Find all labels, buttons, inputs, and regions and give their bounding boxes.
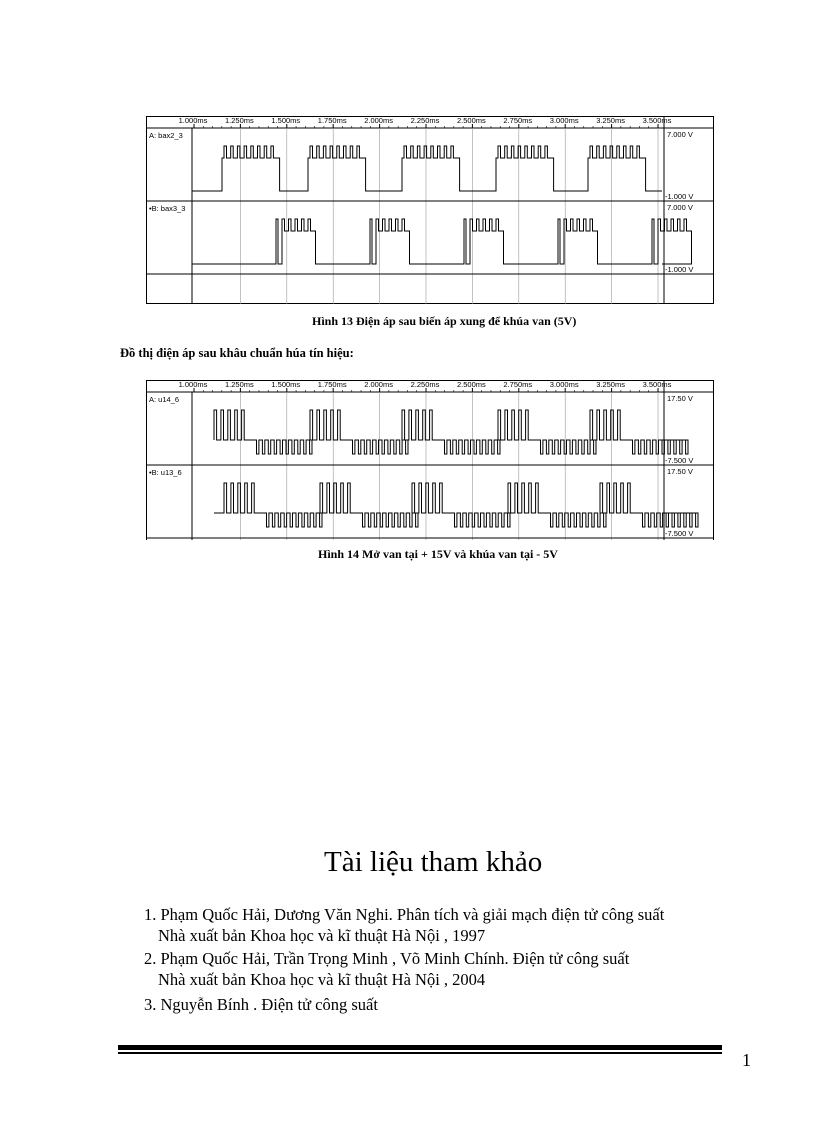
channel-label: •B: u13_6 xyxy=(149,468,182,477)
waveform-trace xyxy=(214,410,688,454)
reference-1-line2: Nhà xuất bản Khoa học và kĩ thuật Hà Nội , 1997 xyxy=(158,926,486,945)
channel-vmin-label: -1.000 V xyxy=(665,192,694,201)
time-tick-label: 1.000ms xyxy=(178,380,208,389)
time-tick-label: 2.750ms xyxy=(503,116,533,125)
references-title: Tài liệu tham khảo xyxy=(324,846,543,878)
time-tick-label: 1.750ms xyxy=(317,116,347,125)
figure-13-plot xyxy=(146,116,714,305)
figure-13-oscilloscope xyxy=(146,116,714,305)
reference-item-1 xyxy=(144,904,664,946)
reference-item-2 xyxy=(144,948,629,990)
reference-2-line1: 2. Phạm Quốc Hải, Trần Trọng Minh , Võ Minh Chính. Điện tử công suất xyxy=(144,949,630,968)
time-tick-label: 2.750ms xyxy=(503,380,533,389)
reference-3-line1: 3. Nguyễn Bính . Điện tử công suất xyxy=(144,995,378,1014)
reference-1-line1: 1. Phạm Quốc Hải, Dương Văn Nghi. Phân tích và giải mạch điện tử công suất xyxy=(144,905,665,924)
channel-label: A: u14_6 xyxy=(149,395,180,404)
time-tick-label: 2.000ms xyxy=(364,116,393,125)
time-tick-label: 1.250ms xyxy=(225,116,254,125)
footer-rule-thick xyxy=(118,1045,722,1050)
figure-13-caption: Hình 13 Điện áp sau biến áp xung để khúa van (5V) xyxy=(312,314,577,328)
waveform-trace xyxy=(192,146,662,191)
figure-14-plot xyxy=(146,380,714,540)
channel-vmin-label: -7.500 V xyxy=(665,529,694,538)
channel-label: A: bax2_3 xyxy=(149,131,183,140)
time-tick-label: 3.500ms xyxy=(642,116,672,125)
channel-label: •B: bax3_3 xyxy=(149,204,186,213)
time-tick-label: 1.500ms xyxy=(271,116,301,125)
time-tick-label: 3.250ms xyxy=(596,116,625,125)
time-tick-label: 3.000ms xyxy=(549,380,579,389)
section-intro-text: Đồ thị điện áp sau khâu chuẩn húa tín hiệu: xyxy=(120,346,354,360)
time-tick-label: 1.500ms xyxy=(271,380,301,389)
time-tick-label: 1.250ms xyxy=(225,380,254,389)
reference-2-line2: Nhà xuất bản Khoa học và kĩ thuật Hà Nội , 2004 xyxy=(158,970,486,989)
time-tick-label: 1.000ms xyxy=(178,116,208,125)
time-tick-label: 2.250ms xyxy=(410,380,440,389)
channel-vmax-label: 17.50 V xyxy=(667,467,693,476)
time-tick-label: 1.750ms xyxy=(317,380,347,389)
time-tick-label: 2.500ms xyxy=(457,116,486,125)
scope-border xyxy=(147,117,714,304)
time-tick-label: 3.500ms xyxy=(642,380,672,389)
time-tick-label: 2.000ms xyxy=(364,380,393,389)
channel-vmax-label: 17.50 V xyxy=(667,394,693,403)
page-number: 1 xyxy=(742,1050,751,1070)
figure-14-caption: Hình 14 Mở van tại + 15V và khúa van tại - 5V xyxy=(318,547,558,561)
channel-vmin-label: -1.000 V xyxy=(665,265,694,274)
scope-border xyxy=(147,381,714,541)
channel-vmax-label: 7.000 V xyxy=(667,130,693,139)
channel-vmin-label: -7.500 V xyxy=(665,456,694,465)
reference-item-3 xyxy=(144,994,378,1015)
time-tick-label: 2.500ms xyxy=(457,380,486,389)
figure-14-oscilloscope xyxy=(146,380,714,540)
time-tick-label: 2.250ms xyxy=(410,116,440,125)
time-tick-label: 3.250ms xyxy=(596,380,625,389)
footer-rule-thin xyxy=(118,1052,722,1054)
waveform-trace xyxy=(192,219,692,264)
channel-vmax-label: 7.000 V xyxy=(667,203,693,212)
time-tick-label: 3.000ms xyxy=(549,116,579,125)
